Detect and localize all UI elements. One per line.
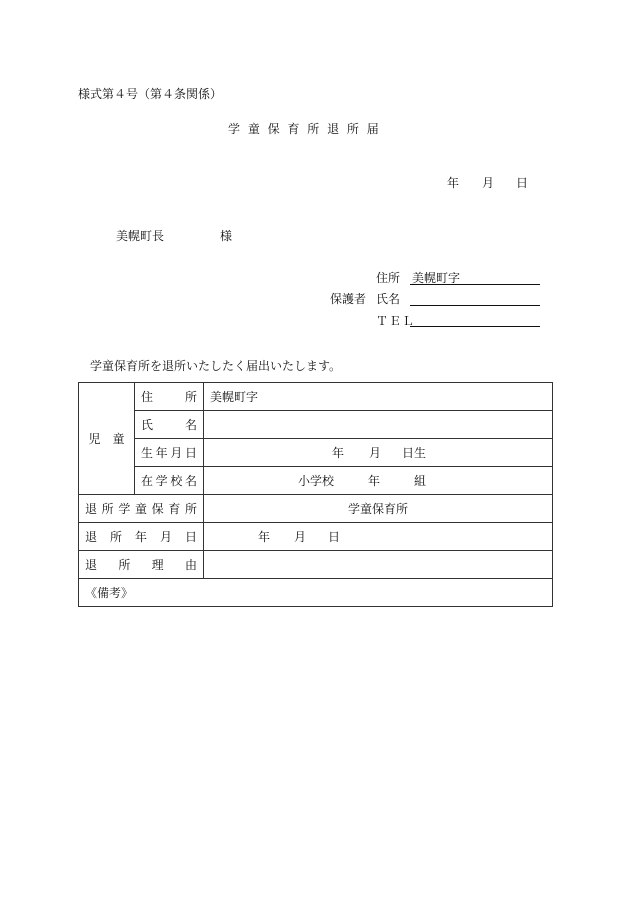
withdrawal-month: 月 <box>294 530 307 544</box>
table-row-withdrawal-date <box>79 523 553 551</box>
name-field[interactable] <box>204 411 553 439</box>
guardian-address-line <box>410 284 540 285</box>
facility-label: 退所学童保育所 <box>79 495 204 523</box>
date-month: 月 <box>482 176 495 190</box>
date-day: 日 <box>516 176 529 190</box>
birthdate-field[interactable] <box>204 439 553 467</box>
school-field[interactable] <box>204 467 553 495</box>
class-suffix: 組 <box>414 474 427 488</box>
grade-suffix: 年 <box>368 474 381 488</box>
birth-year: 年 <box>332 446 345 460</box>
guardian-tel-label: ＴＥＬ <box>376 314 416 328</box>
birth-day: 日生 <box>402 446 427 460</box>
guardian-name-line <box>410 305 540 306</box>
guardian-address-label: 住所 <box>376 271 401 285</box>
remarks-label: 《備考》 <box>85 586 134 600</box>
table-row-school <box>79 467 553 495</box>
guardian-name-label: 氏名 <box>376 292 401 306</box>
guardian-address-value: 美幌町字 <box>412 271 461 285</box>
table-row-reason <box>79 551 553 579</box>
reason-field[interactable] <box>204 551 553 579</box>
form-number: 様式第４号（第４条関係） <box>78 87 223 101</box>
name-label: 氏 名 <box>135 411 204 439</box>
withdrawal-day: 日 <box>328 530 341 544</box>
withdrawal-year: 年 <box>258 530 271 544</box>
guardian-tel-line <box>410 326 540 327</box>
remarks-field[interactable] <box>79 579 553 607</box>
guardian-label: 保護者 <box>330 292 367 306</box>
withdrawal-date-field[interactable] <box>204 523 553 551</box>
withdrawal-form-table <box>78 382 553 607</box>
table-row-remarks <box>79 579 553 607</box>
date-year: 年 <box>447 176 460 190</box>
table-row-facility <box>79 495 553 523</box>
birth-month: 月 <box>369 446 382 460</box>
school-label: 在学校名 <box>135 467 204 495</box>
addressee-honorific: 様 <box>220 229 233 243</box>
facility-field[interactable]: 学童保育所 <box>204 495 553 523</box>
addressee-name: 美幌町長 <box>116 229 165 243</box>
birthdate-label: 生年月日 <box>135 439 204 467</box>
address-label: 住 所 <box>135 383 204 411</box>
document-title: 学 童 保 育 所 退 所 届 <box>228 122 379 136</box>
intro-text: 学童保育所を退所いたしたく届出いたします。 <box>90 359 342 373</box>
table-row-name <box>79 411 553 439</box>
table-row-birthdate <box>79 439 553 467</box>
withdrawal-date-label: 退所年月日 <box>79 523 204 551</box>
child-label: 児 童 <box>79 383 135 495</box>
address-field[interactable]: 美幌町字 <box>204 383 553 411</box>
school-suffix: 小学校 <box>298 474 335 488</box>
reason-label: 退所理由 <box>79 551 204 579</box>
table-row-address <box>79 383 553 411</box>
